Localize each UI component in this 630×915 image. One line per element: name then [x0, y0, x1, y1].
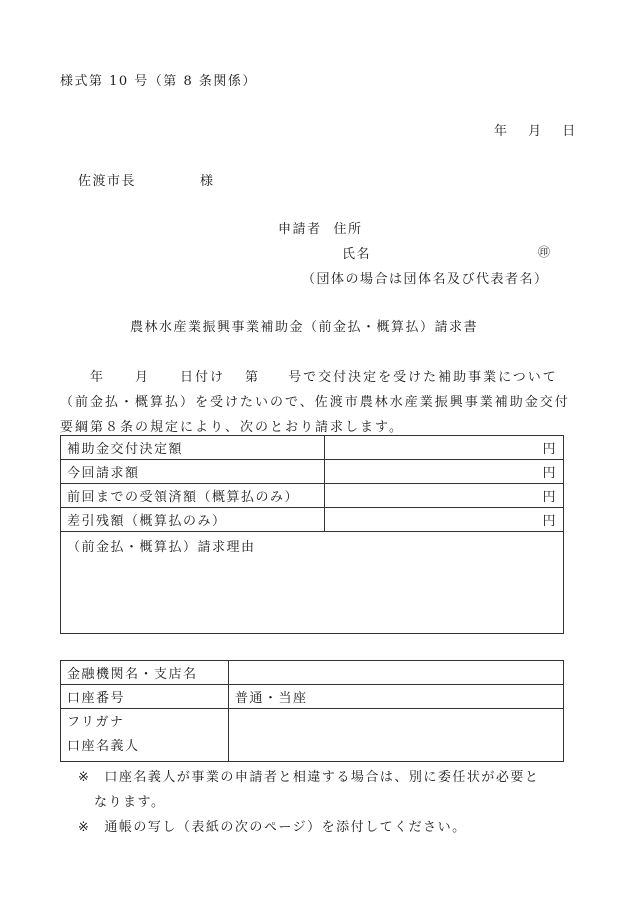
- request-body-text: [60, 365, 580, 440]
- account-holder-field[interactable]: [229, 709, 564, 762]
- table-row: [61, 508, 564, 532]
- table-row: [61, 484, 564, 508]
- bank-name-label: 金融機関名・支店名: [61, 661, 229, 685]
- amounts-table: [60, 435, 564, 634]
- date-line: 年 月 日: [494, 124, 577, 139]
- amount-label: 補助金交付決定額: [61, 436, 325, 460]
- body-day: 日付け: [180, 370, 226, 385]
- table-row: [61, 685, 564, 709]
- request-reason-field[interactable]: （前金払・概算払）請求理由: [61, 532, 564, 634]
- amount-label: 前回までの受領済額（概算払のみ）: [61, 484, 325, 508]
- address-label: 住所: [333, 222, 363, 237]
- addressee-name: 佐渡市長: [78, 174, 137, 189]
- name-label: 氏名: [342, 247, 372, 262]
- amount-value-cell[interactable]: 円: [325, 436, 564, 460]
- body-year: 年: [90, 370, 106, 385]
- note-1-line-1: [78, 766, 539, 785]
- body-go-text: 号で交付決定を受けた補助事業について（前金払・概算払）を受けたいので、佐渡市農林水産業振興事業補助金交付要綱第８条の規定により、次のとおり請求します。: [60, 370, 570, 435]
- bank-name-field[interactable]: [229, 661, 564, 685]
- amount-value-cell[interactable]: 円: [325, 508, 564, 532]
- table-row: [61, 709, 564, 762]
- applicant-address-line: [278, 218, 363, 237]
- form-number: 様式第 10 号（第 8 条関係）: [60, 74, 257, 89]
- table-row: [61, 532, 564, 634]
- addressee-suffix: 様: [200, 174, 215, 189]
- account-number-label: 口座番号: [61, 685, 229, 709]
- document-title: 農林水産業振興事業補助金（前金払・概算払）請求書: [130, 320, 479, 335]
- applicant-label: 申請者: [278, 222, 322, 237]
- amount-label: 今回請求額: [61, 460, 325, 484]
- table-row: [61, 460, 564, 484]
- note-1-text: 口座名義人が事業の申請者と相違する場合は、別に委任状が必要と: [104, 770, 540, 785]
- group-note: （団体の場合は団体名及び代表者名）: [302, 272, 549, 287]
- bank-account-table: [60, 660, 564, 762]
- account-holder-label-cell: [61, 709, 229, 762]
- amount-value-cell[interactable]: 円: [325, 460, 564, 484]
- body-dai: 第: [245, 370, 261, 385]
- note-1-line-2: なります。: [94, 795, 166, 810]
- note-mark: ※: [78, 770, 91, 785]
- table-row: [61, 661, 564, 685]
- addressee-line: [78, 170, 215, 189]
- note-mark: ※: [78, 820, 91, 835]
- amount-value-cell[interactable]: 円: [325, 484, 564, 508]
- table-row: [61, 436, 564, 460]
- furigana-label: フリガナ: [67, 715, 125, 730]
- note-2-text: 通帳の写し（表紙の次のページ）を添付してください。: [104, 820, 467, 835]
- amount-label: 差引残額（概算払のみ）: [61, 508, 325, 532]
- account-holder-label: 口座名義人: [67, 739, 140, 754]
- account-type-field[interactable]: 普通・当座: [229, 685, 564, 709]
- body-month: 月: [135, 370, 151, 385]
- note-2: [78, 816, 467, 835]
- seal-mark: ㊞: [538, 245, 552, 259]
